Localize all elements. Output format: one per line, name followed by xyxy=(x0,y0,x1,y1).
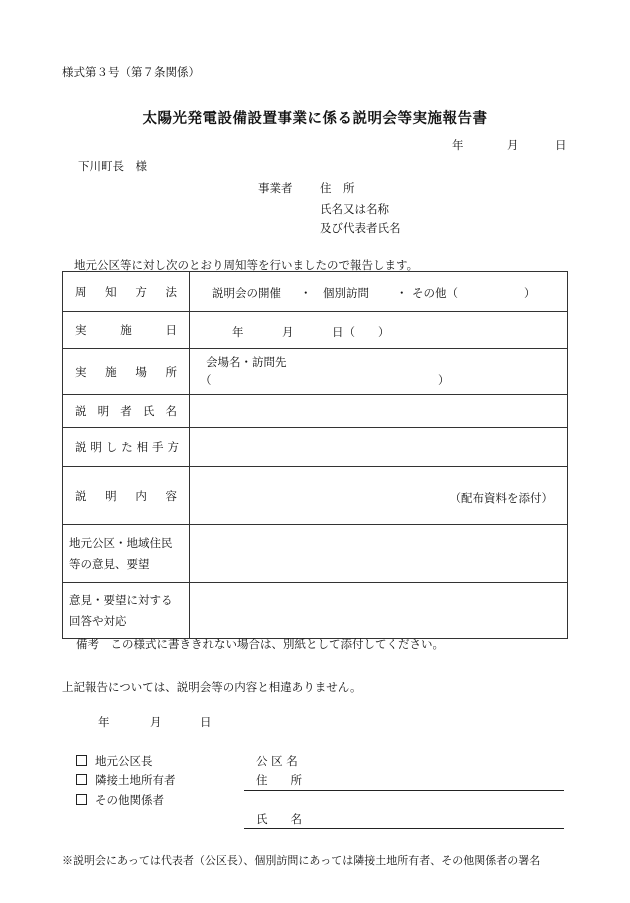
district-name-label: 公 区 名 xyxy=(256,754,298,768)
row-content xyxy=(63,467,568,525)
checkbox-icon[interactable] xyxy=(76,774,87,785)
label-place: 実 施 場 所 xyxy=(63,349,190,395)
report-date-year: 年 xyxy=(452,138,464,152)
value-opinions[interactable] xyxy=(190,525,568,583)
label-date: 実 施 日 xyxy=(63,312,190,349)
confirmation-statement: 上記報告については、説明会等の内容と相違ありません。 xyxy=(62,680,362,694)
checkbox-icon[interactable] xyxy=(76,755,87,766)
report-date-day: 日 xyxy=(555,138,567,152)
operator-name-label: 氏名又は名称 xyxy=(320,202,389,216)
checkbox-other-party[interactable]: その他関係者 xyxy=(76,792,164,808)
label-presenter: 説 明 者 氏 名 xyxy=(63,395,190,428)
value-presenter[interactable] xyxy=(190,395,568,428)
option-individual-visit[interactable]: 個別訪問 xyxy=(323,285,369,300)
address-underline xyxy=(244,790,564,791)
intro-text: 地元公区等に対し次のとおり周知等を行いましたので報告します。 xyxy=(74,258,419,272)
label-content: 説 明 内 容 xyxy=(63,467,190,525)
label-opinions: 地元公区・地域住民 等の意見、要望 xyxy=(63,525,190,583)
signer-name-label: 氏 名 xyxy=(256,812,302,826)
row-responses xyxy=(63,583,568,639)
operator-label: 事業者 xyxy=(258,181,293,195)
addressee: 下川町長 様 xyxy=(78,159,147,173)
label-counterpart: 説 明 し た 相 手 方 xyxy=(63,428,190,467)
label-responses: 意見・要望に対する 回答や対応 xyxy=(63,583,190,639)
footnote: ※説明会にあっては代表者（公区長）、個別訪問にあっては隣接土地所有者、その他関係者の署名 xyxy=(62,854,541,867)
checkbox-icon[interactable] xyxy=(76,794,87,805)
operator-address-label: 住 所 xyxy=(320,181,355,195)
value-content[interactable] xyxy=(190,467,568,525)
value-date[interactable]: 年 月 日（ ） xyxy=(190,312,568,349)
row-presenter xyxy=(63,395,568,428)
form-number-label: 様式第３号（第７条関係） xyxy=(62,65,200,79)
operator-representative-label: 及び代表者氏名 xyxy=(320,221,401,235)
row-place xyxy=(63,349,568,395)
value-responses[interactable] xyxy=(190,583,568,639)
option-briefing[interactable]: 説明会の開催 xyxy=(212,285,281,300)
value-place[interactable]: 会場名・訪問先 （ ） xyxy=(190,349,568,395)
option-other[interactable]: その他（ xyxy=(412,285,458,300)
signer-address-label: 住 所 xyxy=(256,773,302,787)
row-counterpart xyxy=(63,428,568,467)
remarks-note: 備考 この様式に書ききれない場合は、別紙として添付してください。 xyxy=(76,637,444,651)
row-notification-method xyxy=(63,272,568,312)
checkbox-district-head[interactable]: 地元公区長 xyxy=(76,753,153,769)
value-counterpart[interactable] xyxy=(190,428,568,467)
document-title: 太陽光発電設備設置事業に係る説明会等実施報告書 xyxy=(142,110,488,127)
report-table xyxy=(62,271,568,639)
name-underline xyxy=(244,828,564,829)
attach-materials-note: （配布資料を添付） xyxy=(449,490,553,505)
value-notification-method[interactable]: 説明会の開催 ・ 個別訪問 ・ その他（ ） xyxy=(190,272,568,312)
report-date-month: 月 xyxy=(507,138,519,152)
row-opinions xyxy=(63,525,568,583)
checkbox-adjacent-landowner[interactable]: 隣接土地所有者 xyxy=(76,772,176,788)
label-notification-method: 周 知 方 法 xyxy=(63,272,190,312)
row-date xyxy=(63,312,568,349)
